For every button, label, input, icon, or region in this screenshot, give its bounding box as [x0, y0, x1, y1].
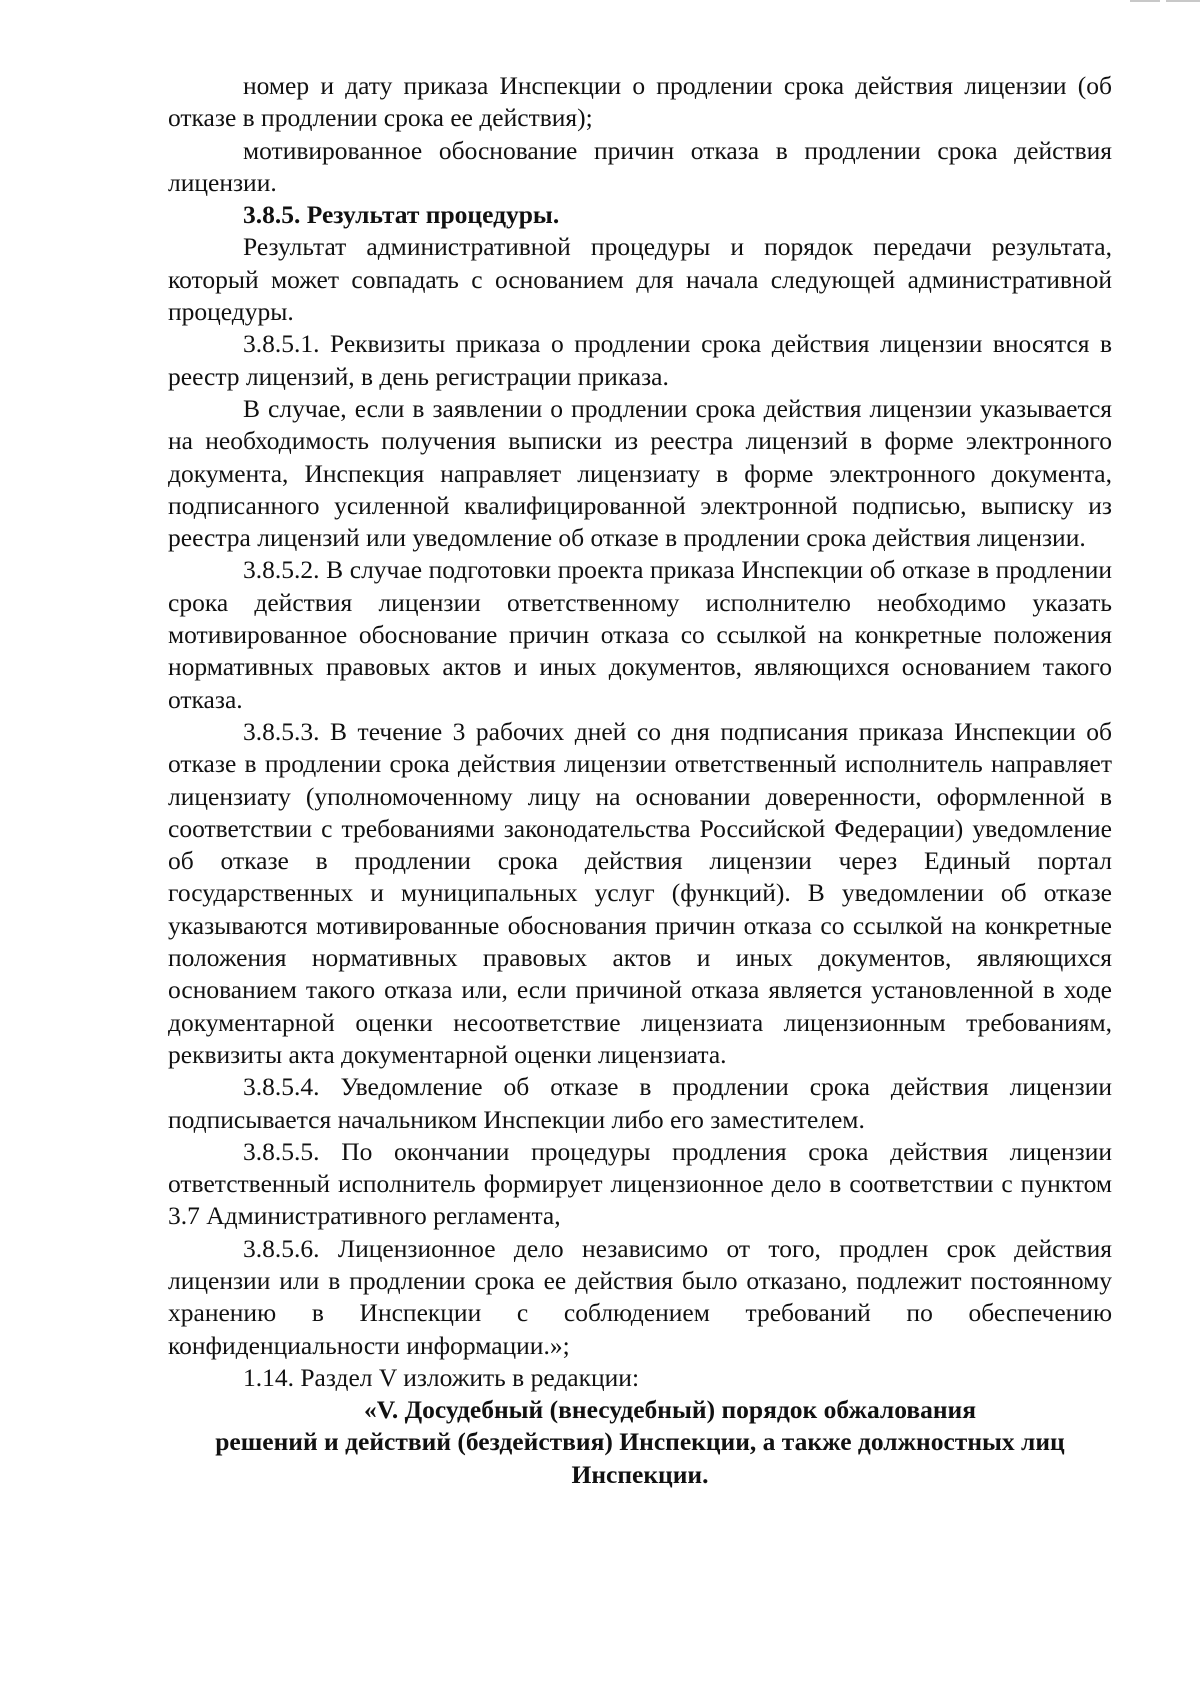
paragraph-3-8-5-3: 3.8.5.3. В течение 3 рабочих дней со дня подписания приказа Инспекции об отказе в продлении срока действия лицензии ответственный исполнитель направляет лицензиату (уполномоченному лицу на основании доверенности, оформленной в соответствии с требованиями законодательства Российской Федерации) уведомление об отказе в продлении срока действия лицензии через Единый портал государственных и муниципальных услуг (функций). В уведомлении об отказе указываются мотивированные обоснования причин отказа со ссылкой на конкретные положения нормативных правовых актов и иных документов, являющихся основанием такого отказа или, если причиной отказа является установленной в ходе документарной оценки несоответствие лицензиата лицензионным требованиям, реквизиты акта документарной оценки лицензиата.: [168, 716, 1112, 1069]
paragraph-3-8-5-4: 3.8.5.4. Уведомление об отказе в продлении срока действия лицензии подписывается начальником Инспекции либо его заместителем.: [168, 1072, 1112, 1134]
section-v-heading: [168, 1394, 1112, 1491]
paragraph-electronic-extract: В случае, если в заявлении о продлении срока действия лицензии указывается на необходимость получения выписки из реестра лицензий в форме электронного документа, Инспекция направляет лицензиату в форме электронного документа, подписанного усиленной квалифицированной электронной подписью, выписку из реестра лицензий или уведомление об отказе в продлении срока действия лицензии.: [168, 393, 1112, 553]
paragraph-3-8-5-6: 3.8.5.6. Лицензионное дело независимо от того, продлен срок действия лицензии или в продлении срока ее действия было отказано, подлежит постоянному хранению в Инспекции с соблюдением требований по обеспечению конфиденциальности информации.»;: [168, 1233, 1112, 1360]
scan-edge-mark-right: [1166, 0, 1200, 2]
paragraph-1-14: 1.14. Раздел V изложить в редакции:: [243, 1362, 640, 1392]
section-heading-3-8-5: 3.8.5. Результат процедуры.: [243, 200, 560, 230]
scan-edge-mark-left: [1130, 0, 1160, 2]
paragraph-3-8-5-2: 3.8.5.2. В случае подготовки проекта приказа Инспекции об отказе в продлении срока действия лицензии ответственному исполнителю необходимо указать мотивированное обоснование причин отказа со ссылкой на конкретные положения нормативных правовых актов и иных документов, являющихся основанием такого отказа.: [168, 555, 1112, 714]
paragraph-procedure-result: Результат административной процедуры и порядок передачи результата, который может совпадать с основанием для начала следующей административной процедуры.: [168, 232, 1112, 327]
paragraph-order-number: номер и дату приказа Инспекции о продлении срока действия лицензии (об отказе в продлении срока ее действия);: [168, 71, 1112, 133]
document-page: [168, 70, 1112, 1491]
paragraph-3-8-5-5: 3.8.5.5. По окончании процедуры продления срока действия лицензии ответственный исполнитель формирует лицензионное дело в соответствии с пунктом 3.7 Административного регламента,: [168, 1136, 1112, 1231]
section-v-heading-line2: решений и действий (бездействия) Инспекции, а также должностных лиц: [215, 1427, 1065, 1457]
paragraph-motivated-reason: мотивированное обоснование причин отказа в продлении срока действия лицензии.: [168, 135, 1112, 197]
section-v-heading-line1: «V. Досудебный (внесудебный) порядок обжалования: [363, 1395, 977, 1425]
paragraph-3-8-5-1: 3.8.5.1. Реквизиты приказа о продлении срока действия лицензии вносятся в реестр лицензий, в день регистрации приказа.: [168, 329, 1112, 391]
section-v-heading-line3: Инспекции.: [571, 1459, 709, 1489]
